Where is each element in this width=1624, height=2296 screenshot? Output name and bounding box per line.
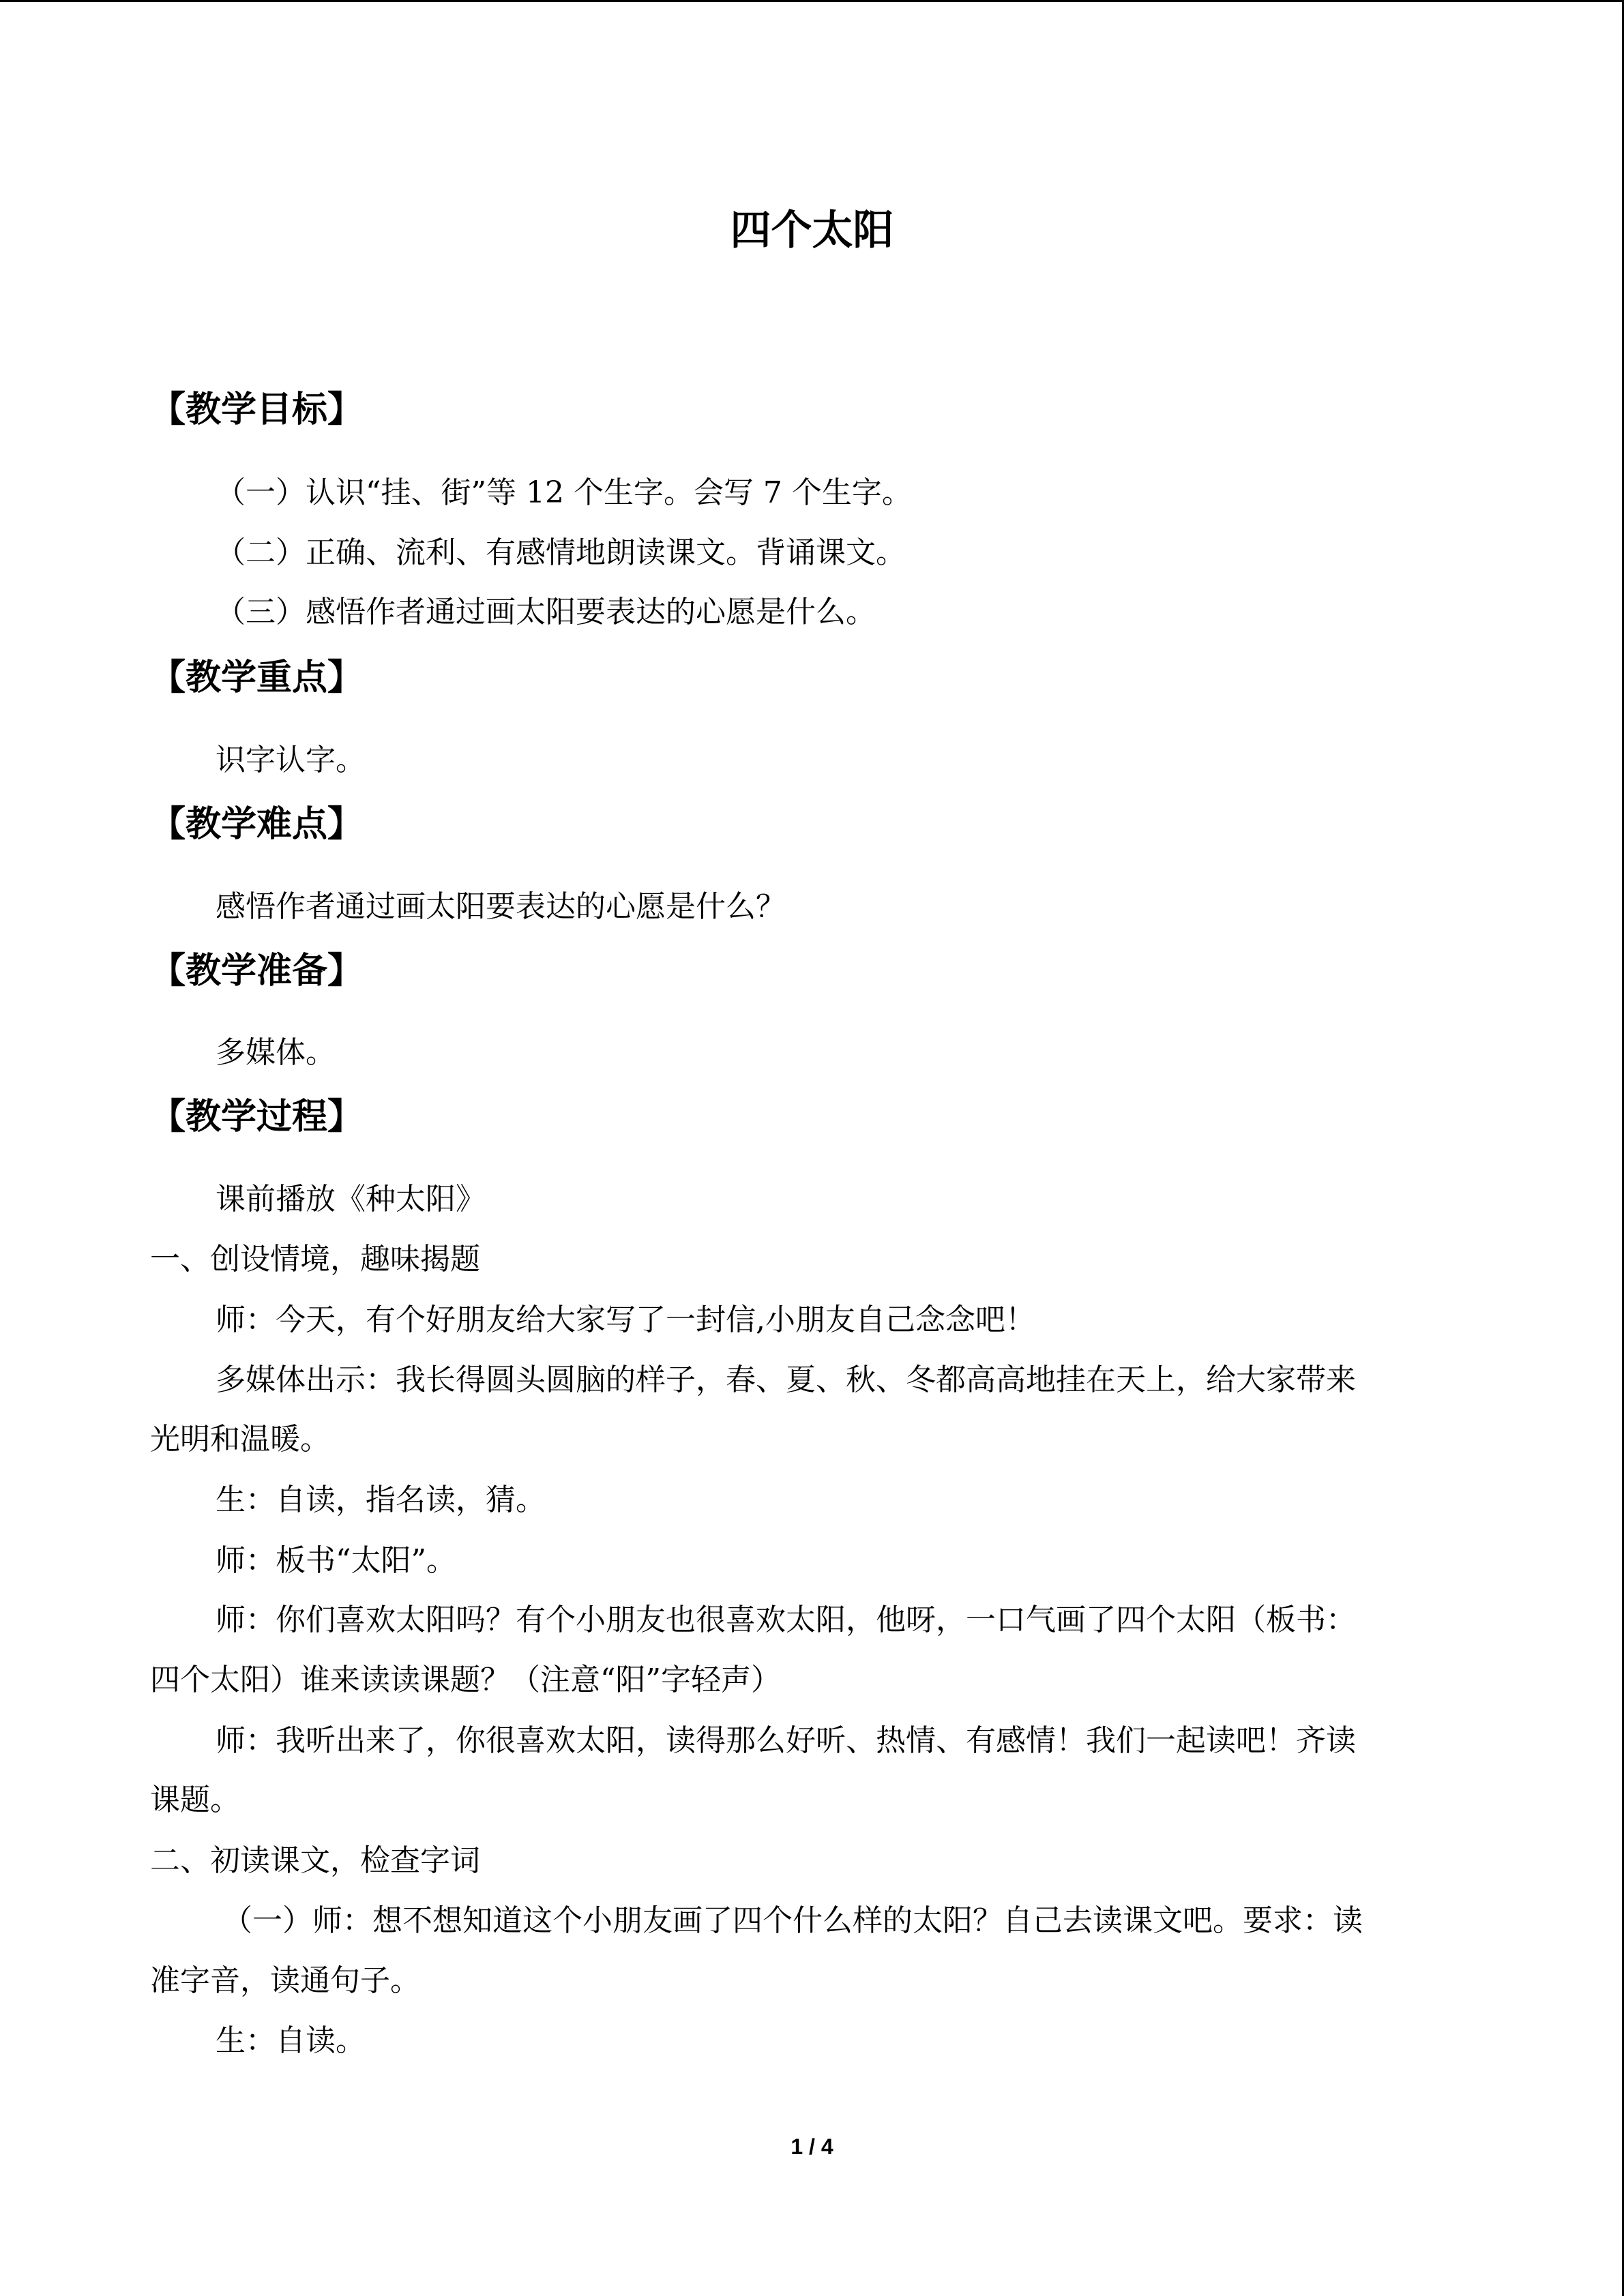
process-line-11: 课题。 <box>150 1783 240 1817</box>
preparation-text: 多媒体。 <box>216 1035 336 1070</box>
process-line-1: 课前播放《种太阳》 <box>216 1182 486 1217</box>
difficulties-text: 感悟作者通过画太阳要表达的心愿是什么？ <box>216 889 786 924</box>
process-line-12: 二、初读课文，检查字词 <box>150 1843 480 1878</box>
process-line-9: 四个太阳）谁来读读课题？（注意“阳”字轻声） <box>150 1663 781 1697</box>
process-line-5: 光明和温暖。 <box>150 1422 330 1457</box>
page-number: 1 / 4 <box>791 2134 833 2159</box>
goal-line-1: （一）认识“挂、街”等 12 个生字。会写 7 个生字。 <box>216 475 912 510</box>
process-line-10: 师：我听出来了，你很喜欢太阳，读得那么好听、热情、有感情！我们一起读吧！齐读 <box>216 1723 1356 1758</box>
key-points-text: 识字认字。 <box>216 743 366 777</box>
process-line-6: 生：自读，指名读，猜。 <box>216 1482 546 1517</box>
process-line-3: 师：今天，有个好朋友给大家写了一封信,小朋友自己念念吧！ <box>216 1302 1035 1337</box>
goal-line-3: （三）感悟作者通过画太阳要表达的心愿是什么。 <box>216 595 876 629</box>
process-line-2: 一、创设情境，趣味揭题 <box>150 1242 480 1277</box>
process-line-4: 多媒体出示：我长得圆头圆脑的样子，春、夏、秋、冬都高高地挂在天上，给大家带来 <box>216 1362 1356 1397</box>
process-line-15: 生：自读。 <box>216 2023 366 2058</box>
section-heading-key-points: 【教学重点】 <box>150 657 364 698</box>
section-heading-process: 【教学过程】 <box>150 1097 364 1137</box>
process-line-8: 师：你们喜欢太阳吗？有个小朋友也很喜欢太阳，他呀，一口气画了四个太阳（板书： <box>216 1602 1356 1637</box>
section-heading-difficulties: 【教学难点】 <box>150 804 364 845</box>
document-title: 四个太阳 <box>730 207 894 254</box>
goal-line-2: （二）正确、流利、有感情地朗读课文。背诵课文。 <box>216 535 906 570</box>
process-line-7: 师：板书“太阳”。 <box>216 1543 456 1578</box>
process-line-14: 准字音，读通句子。 <box>150 1963 420 1998</box>
section-heading-preparation: 【教学准备】 <box>150 951 364 992</box>
process-line-13: （一）师：想不想知道这个小朋友画了四个什么样的太阳？自己去读课文吧。要求：读 <box>222 1903 1363 1938</box>
section-heading-goals: 【教学目标】 <box>150 389 364 430</box>
